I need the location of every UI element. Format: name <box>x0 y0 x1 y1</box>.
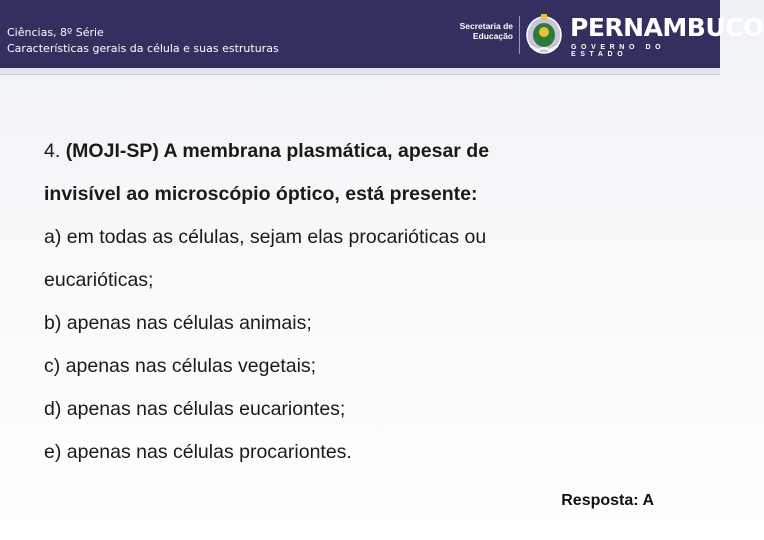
brand-name: PERNAMBUCO <box>570 13 764 42</box>
option-a-cont: eucarióticas; <box>44 269 154 291</box>
secretaria-line1: Secretaria de <box>459 21 513 31</box>
question-stem-2: invisível ao microscópio óptico, está presente: <box>44 183 478 205</box>
header-divider <box>519 16 520 54</box>
header-stripe <box>0 68 720 75</box>
header-titles <box>7 25 279 57</box>
option-a: a) em todas as células, sejam elas procarióticas ou <box>44 226 487 248</box>
option-e: e) apenas nas células procariontes. <box>44 441 352 463</box>
secretaria-line2: Educação <box>472 30 513 41</box>
topic-line: Características gerais da célula e suas estruturas <box>7 42 279 55</box>
header-bar <box>0 0 764 68</box>
state-seal-icon <box>524 12 564 56</box>
answer-text: Resposta: A <box>561 492 654 509</box>
option-c: c) apenas nas células vegetais; <box>44 355 317 377</box>
option-b: b) apenas nas células animais; <box>44 312 312 334</box>
question-block <box>44 130 684 474</box>
brand-subtitle: GOVERNO DO ESTADO <box>571 44 666 58</box>
question-stem-line2 <box>44 173 684 216</box>
secretaria-label <box>455 22 513 41</box>
question-stem-1: (MOJI-SP) A membrana plasmática, apesar de <box>65 140 490 162</box>
question-stem-line1 <box>44 130 684 173</box>
option-d: d) apenas nas células eucariontes; <box>44 398 346 420</box>
question-number: 4. <box>44 140 61 162</box>
subject-line: Ciências, 8º Série <box>7 26 104 39</box>
